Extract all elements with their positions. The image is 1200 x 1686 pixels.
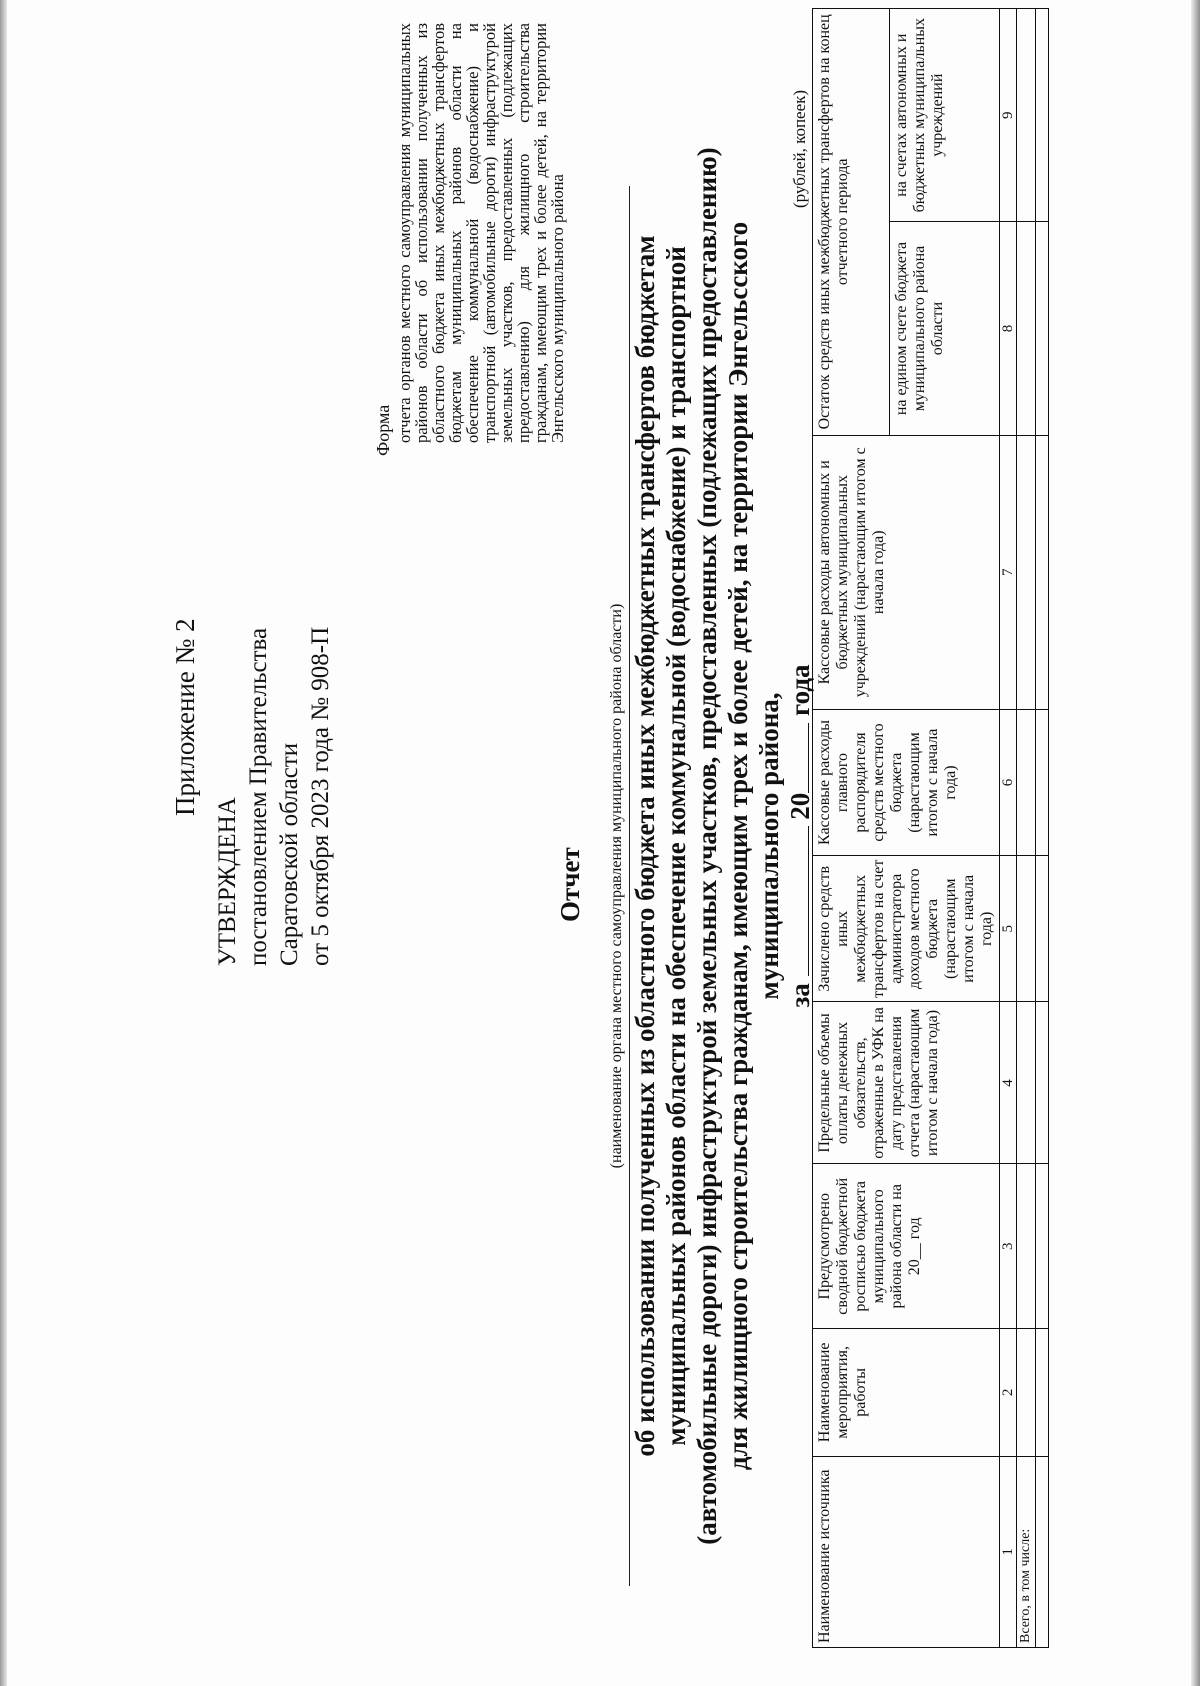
table-cell (1036, 1002, 1049, 1164)
report-title-line: (автомобильные дороги) инфраструктурой земельных участков, предоставленных (подлежащих предоставлению) (692, 147, 722, 1545)
header-cash-expenses-main: Кассовые расходы главного распорядителя средств местного бюджета (нарастающим итогом с начала года) (813, 709, 1000, 855)
header-balance-institution-accounts: на счетах автономных и бюджетных муниципальных учреждений (890, 9, 1000, 222)
table-cell (1017, 9, 1036, 222)
table-cell (1036, 435, 1049, 709)
header-activity: Наименование мероприятия, работы (813, 1329, 1000, 1457)
period-prefix: за (785, 983, 815, 1008)
table-cell (1036, 1164, 1049, 1329)
column-number: 8 (1000, 222, 1017, 435)
table-cell (1017, 709, 1036, 855)
table-cell (1017, 856, 1036, 1002)
column-number: 4 (1000, 1002, 1017, 1164)
report-title (630, 66, 785, 1626)
total-label: Всего, в том числе: (1017, 1456, 1036, 1647)
approval-line: от 5 октября 2023 года № 908-П (307, 626, 334, 966)
column-number: 3 (1000, 1164, 1017, 1329)
header-credited: Зачислено средств иных межбюджетных трансфертов на счет администратора доходов местного бюджета (нарастающим итогом с начала года) (813, 856, 1000, 1002)
table-header-row (813, 9, 890, 1648)
approval-line: УТВЕРЖДЕНА (214, 797, 241, 966)
approval-block (212, 627, 336, 966)
total-row (1017, 9, 1036, 1648)
table-cell (1036, 9, 1049, 222)
report-table (812, 8, 1049, 1648)
form-label: Форма (373, 404, 393, 456)
table-cell (1036, 1456, 1049, 1647)
table-cell (1036, 1329, 1049, 1457)
column-number-row (1000, 9, 1017, 1648)
currency-note: (рублей, копеек) (790, 89, 809, 208)
org-name-caption: (наименование органа местного самоуправления муниципального района области) (608, 603, 625, 1169)
table-cell (1036, 709, 1049, 855)
column-number: 2 (1000, 1329, 1017, 1457)
approval-line: Саратовской области (276, 742, 303, 966)
header-budget-plan: Предусмотрено сводной бюджетной росписью бюджета муниципального района области на 20__ год (813, 1164, 1000, 1329)
column-number: 1 (1000, 1456, 1017, 1647)
table-cell (1036, 856, 1049, 1002)
table-row (1036, 9, 1049, 1648)
period-year-blank (786, 723, 809, 793)
period-suffix: года (785, 664, 815, 716)
header-payment-limits: Предельные объемы оплаты денежных обязательств, отраженные в УФК на дату представления отчета (нарастающим итогом с начала года) (813, 1002, 1000, 1164)
table-cell (1017, 435, 1036, 709)
column-number: 6 (1000, 709, 1017, 855)
table-cell (1017, 1329, 1036, 1457)
table-cell (1017, 1164, 1036, 1329)
header-cash-expenses-institutions: Кассовые расходы автономных и бюджетных муниципальных учреждений (нарастающим итогом с начала года) (813, 435, 1000, 709)
header-source: Наименование источника (813, 1456, 1000, 1647)
report-heading: Отчет (555, 847, 585, 922)
appendix-title: Приложение № 2 (170, 618, 200, 816)
period-year-prefix: 20 (785, 792, 815, 820)
column-number: 5 (1000, 856, 1017, 1002)
report-title-line: муниципальных районов области на обеспечение коммунальной (водоснабжение) и транспортной (661, 246, 691, 1446)
report-title-line: муниципального района, (754, 692, 784, 1000)
column-number: 9 (1000, 9, 1017, 222)
column-number: 7 (1000, 435, 1017, 709)
report-title-line: об использовании полученных из областного бюджета иных межбюджетных трансфертов бюджетам (630, 235, 660, 1457)
header-balance-single-account: на едином счете бюджета муниципального района области (890, 222, 1000, 435)
form-description: отчета органов местного самоуправления муниципальных районов области об использовании полученных из областного бюджета иных межбюджетных трансфертов бюджетам муниципальных районов области на обеспечение коммунальной (водоснабжение) и транспортной (автомобильные дороги) инфраструктурой земельных участков, предоставленных (подлежащих предоставлению) для жилищного строительства гражданам, имеющим трех и более детей, на территории Энгельсского муниципального района (395, 23, 567, 443)
header-balance-group: Остаток средств иных межбюджетных трансфертов на конец отчетного периода (813, 9, 890, 436)
table-cell (1017, 222, 1036, 435)
table-cell (1036, 222, 1049, 435)
table-cell (1017, 1002, 1036, 1164)
report-title-line: для жилищного строительства гражданам, имеющим трех и более детей, на территории Энгельсского (723, 221, 753, 1471)
period-blank (786, 826, 809, 976)
approval-line: постановлением Правительства (245, 627, 272, 966)
